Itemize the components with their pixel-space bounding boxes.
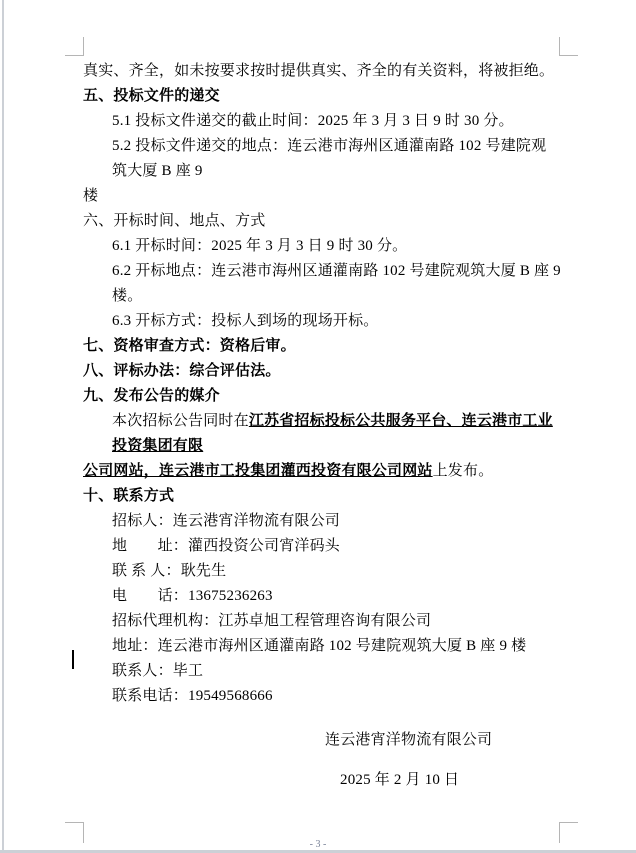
- document-line: [83, 459, 561, 484]
- document-line: [83, 184, 561, 209]
- document-line: [83, 768, 561, 793]
- document-line: [83, 234, 561, 259]
- text-segment: 招标人：连云港宵洋物流有限公司: [112, 513, 341, 529]
- text-segment: 招标代理机构：江苏卓旭工程管理咨询有限公司: [112, 613, 432, 629]
- document-line: [83, 634, 561, 659]
- text-segment: 楼: [83, 188, 99, 204]
- text-segment: 联系人：毕工: [112, 663, 204, 679]
- text-segment: 联 系 人：耿先生: [112, 563, 227, 579]
- text-segment: 七、资格审查方式：资格后审。: [83, 338, 296, 354]
- document-text-area: [83, 59, 565, 793]
- document-line: [83, 728, 561, 753]
- text-segment: 江苏省招标投标公共服务平台、连云港市工业投资集团有限: [112, 413, 553, 454]
- text-boundary-mark-top-left: [65, 37, 84, 56]
- text-segment: 连云港宵洋物流有限公司: [325, 732, 493, 748]
- document-line: [83, 684, 561, 709]
- text-segment: 六、开标时间、地点、方式: [83, 213, 266, 229]
- document-line: [83, 484, 561, 509]
- text-segment: 5.1 投标文件递交的截止时间：2025 年 3 月 3 日 9 时 30 分。: [112, 113, 514, 129]
- text-segment: 十、联系方式: [83, 488, 175, 504]
- document-line: [83, 659, 561, 684]
- page-left-edge: [2, 0, 4, 853]
- text-segment: 地 址：灌西投资公司宵洋码头: [112, 538, 341, 554]
- text-segment: 九、发布公告的媒介: [83, 388, 220, 404]
- text-segment: 地址：连云港市海州区通灌南路 102 号建院观筑大厦 B 座 9 楼: [112, 638, 527, 654]
- document-line: [83, 359, 561, 384]
- document-line: [83, 134, 561, 184]
- document-line: [83, 209, 561, 234]
- document-line: [83, 409, 561, 459]
- text-segment: 5.2 投标文件递交的地点：连云港市海州区通灌南路 102 号建院观筑大厦 B 座 9: [112, 138, 547, 179]
- page-number: - 3 -: [309, 839, 327, 850]
- document-line: [83, 334, 561, 359]
- text-segment: 公司网站，连云港市工投集团灌西投资有限公司网站: [83, 463, 433, 479]
- document-line: [83, 59, 561, 84]
- text-segment: 6.2 开标地点：连云港市海州区通灌南路 102 号建院观筑大厦 B 座 9 楼。: [112, 263, 565, 304]
- document-line: [83, 509, 561, 534]
- text-segment: 电 话：13675236263: [112, 588, 273, 604]
- text-segment: 五、投标文件的递交: [83, 88, 220, 104]
- document-line: [83, 109, 561, 134]
- text-segment: 真实、齐全，如未按要求按时提供真实、齐全的有关资料，将被拒绝。: [83, 63, 555, 79]
- text-segment: 本次招标公告同时在: [112, 413, 249, 429]
- document-line: [83, 84, 561, 109]
- text-segment: 联系电话：19549568666: [112, 688, 273, 704]
- document-line: [83, 309, 561, 334]
- document-line: [83, 259, 565, 309]
- text-segment: 6.1 开标时间：2025 年 3 月 3 日 9 时 30 分。: [112, 238, 408, 254]
- text-segment: 6.3 开标方式：投标人到场的现场开标。: [112, 313, 379, 329]
- text-segment: 上发布。: [432, 463, 494, 479]
- text-segment: 八、评标办法：综合评估法。: [83, 363, 281, 379]
- document-line: [83, 609, 561, 634]
- document-line: [83, 559, 561, 584]
- document-line: [83, 584, 561, 609]
- revision-change-bar: [72, 650, 74, 669]
- document-line: [83, 384, 561, 409]
- text-segment: 2025 年 2 月 10 日: [340, 772, 460, 788]
- document-line: [83, 534, 561, 559]
- text-boundary-mark-top-right: [559, 37, 578, 56]
